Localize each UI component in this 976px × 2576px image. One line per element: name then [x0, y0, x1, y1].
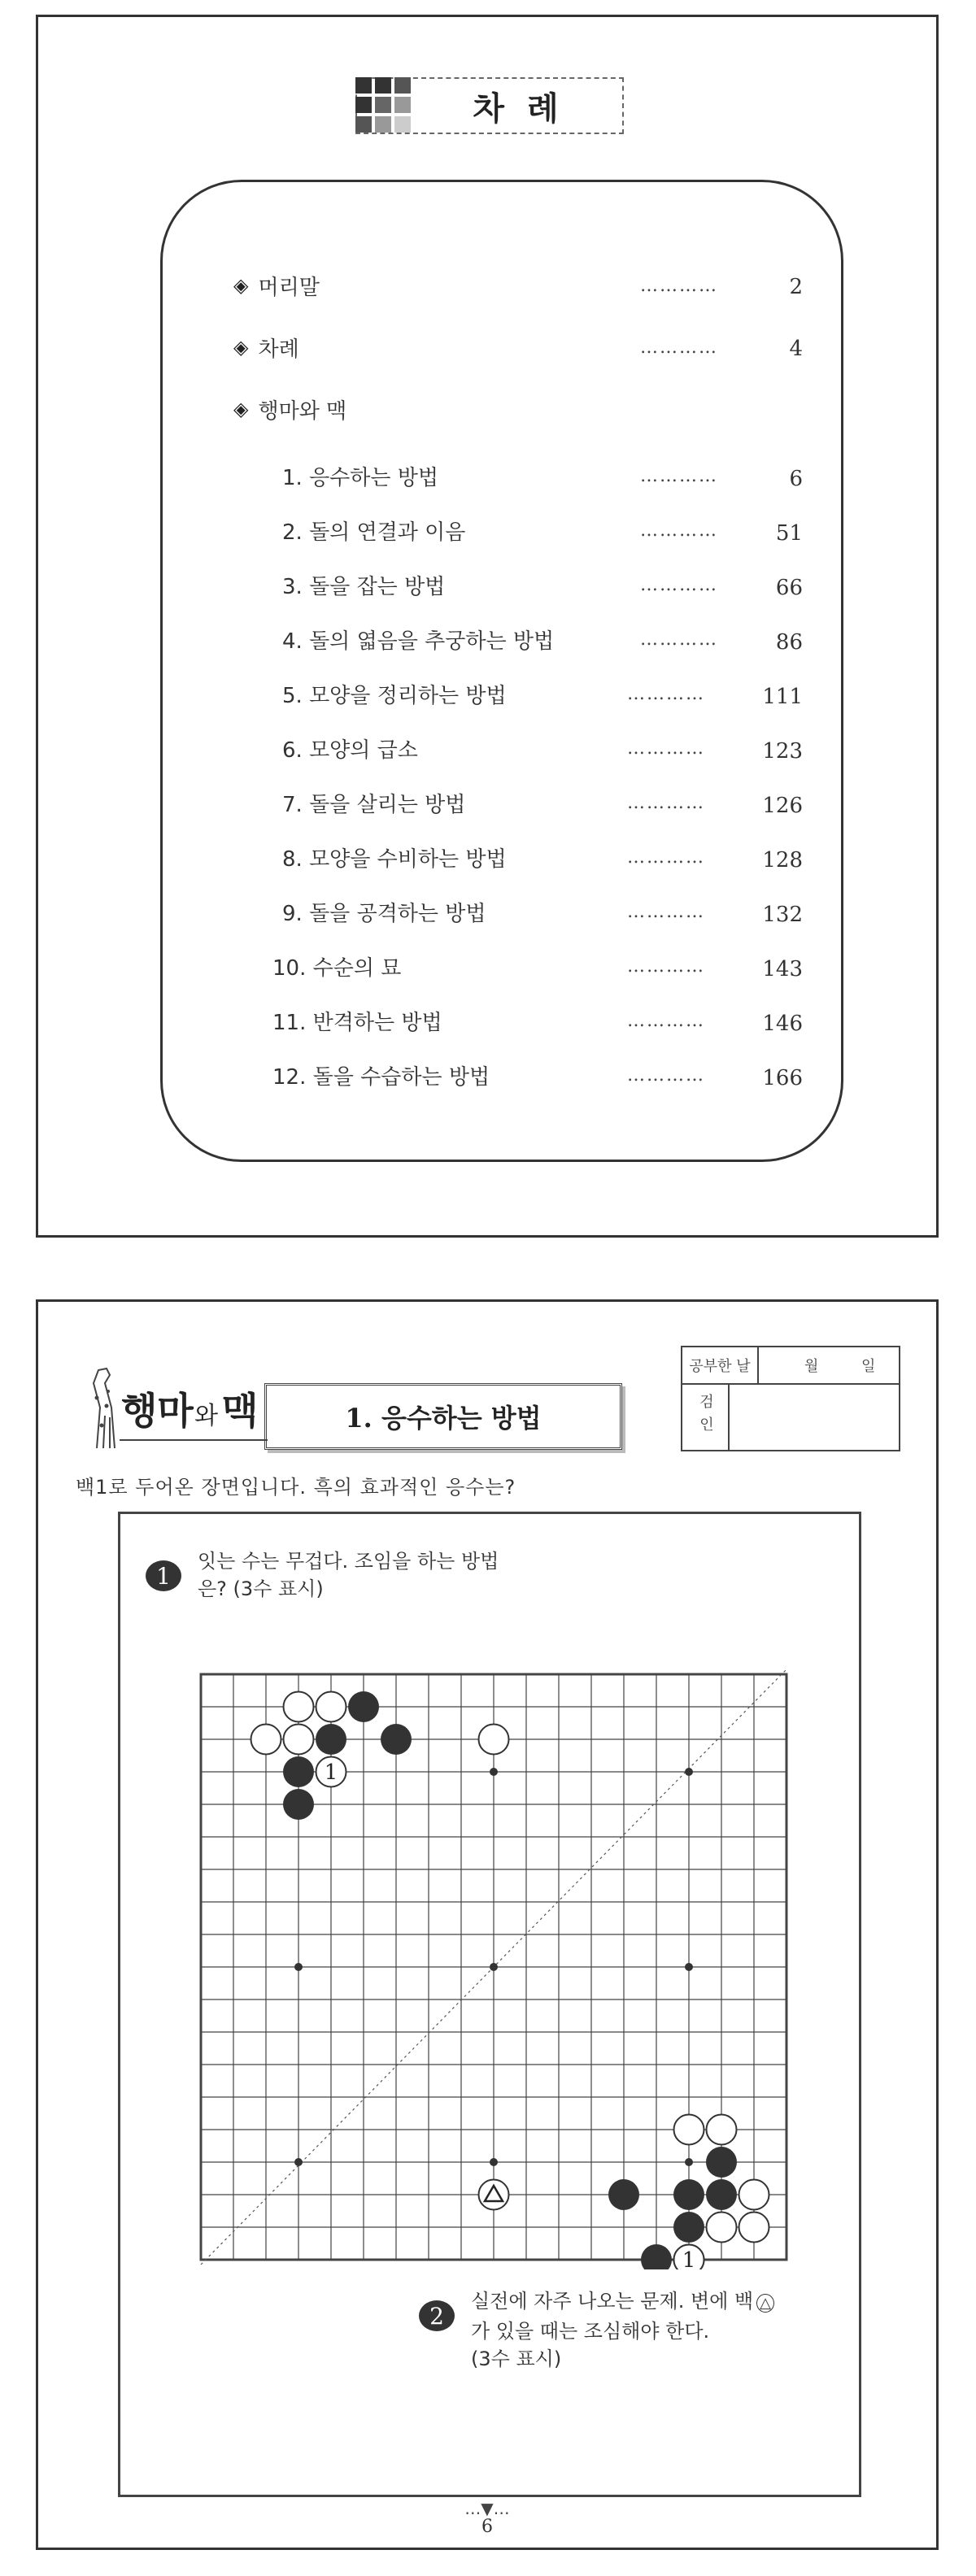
star-point [685, 1768, 693, 1776]
star-point [294, 2158, 303, 2166]
white-stone [739, 2180, 769, 2210]
study-date-label: 공부한 날 [682, 1347, 759, 1383]
toc-sub-item[interactable] [282, 677, 507, 710]
black-stone [673, 2212, 704, 2243]
toc-sub-item[interactable] [282, 568, 445, 601]
day-label: 일 [861, 1358, 876, 1375]
black-stone [283, 1789, 314, 1820]
inspection-label: 검인 [682, 1383, 730, 1450]
go-board[interactable] [191, 1664, 796, 2269]
problem-2-line-1-text: 실전에 자주 나오는 문제. 변에 백 [471, 2290, 754, 2313]
star-point [490, 1768, 498, 1776]
toc-sub-item-label: 7. 돌을 살리는 방법 [282, 792, 466, 817]
problem-1-badge: 1 [146, 1560, 181, 1591]
page-number: 6 [481, 2517, 493, 2537]
problem-2-line-1 [471, 2287, 774, 2317]
problem-2-description [471, 2287, 774, 2373]
toc-sub-item[interactable] [282, 623, 554, 655]
toc-item-label: 머리말 [258, 275, 320, 300]
stone-number-label: 1 [682, 2248, 696, 2269]
star-point [294, 1963, 303, 1971]
study-date-row [682, 1347, 899, 1385]
problem-1-line-2: 은? (3수 표시) [198, 1577, 324, 1600]
toc-leader-dots: ………… [640, 629, 718, 650]
black-stone [316, 1724, 346, 1755]
toc-page-number: 123 [762, 739, 803, 764]
toc-leader-dots: ………… [627, 738, 705, 759]
black-stone [706, 2147, 737, 2178]
diamond-bullet-icon: ◈ [233, 398, 249, 420]
white-stone [674, 2115, 704, 2145]
toc-page-number: 111 [762, 685, 803, 709]
black-stone [706, 2179, 737, 2210]
toc-sub-item[interactable] [282, 841, 507, 873]
white-stone [284, 1692, 314, 1722]
problem-2-line-3: (3수 표시) [471, 2348, 562, 2370]
toc-sub-item[interactable] [282, 732, 418, 764]
toc-item-contents[interactable] [233, 331, 299, 363]
diamond-bullet-icon: ◈ [233, 336, 249, 359]
logo-text-wa: 와 [194, 1402, 218, 1430]
toc-sub-item[interactable] [282, 459, 438, 492]
star-point [685, 2158, 693, 2166]
toc-sub-item-label: 6. 모양의 급소 [282, 738, 418, 763]
toc-title-box [355, 77, 624, 134]
toc-sub-item[interactable] [272, 1059, 490, 1091]
white-stone [739, 2213, 769, 2243]
chapter-logo [79, 1359, 274, 1456]
black-stone [381, 1724, 412, 1755]
toc-leader-dots: ………… [627, 792, 705, 813]
toc-leader-dots: ………… [640, 275, 718, 296]
toc-item-label: 차례 [258, 337, 299, 362]
toc-item-label: 행마와 맥 [258, 398, 347, 424]
page-footer-mark: …▼… [464, 2499, 510, 2518]
question-text: 백1로 두어온 장면입니다. 흑의 효과적인 응수는? [76, 1476, 516, 1499]
toc-leader-dots: ………… [627, 846, 705, 868]
toc-leader-dots: ………… [640, 520, 718, 541]
white-stone [251, 1725, 281, 1755]
toc-sub-item[interactable] [272, 1004, 442, 1037]
toc-page-number: 128 [762, 848, 803, 872]
toc-page-number: 126 [762, 794, 803, 818]
toc-leader-dots: ………… [640, 574, 718, 595]
lesson-title: 1. 응수하는 방법 [264, 1383, 622, 1450]
toc-sub-item-label: 5. 모양을 정리하는 방법 [282, 683, 507, 708]
block-pattern-icon [354, 76, 414, 136]
toc-sub-item-label: 4. 돌의 엷음을 추궁하는 방법 [282, 629, 555, 654]
toc-leader-dots: ………… [640, 465, 718, 486]
black-stone [348, 1691, 379, 1722]
triangle-marker-icon: △ [756, 2294, 774, 2313]
toc-sub-item-label: 10. 수순의 묘 [272, 955, 402, 981]
toc-sub-item-label: 2. 돌의 연결과 이음 [282, 520, 466, 545]
toc-page [36, 15, 939, 1238]
problem-2-badge: 2 [419, 2300, 455, 2331]
stone-number-label: 1 [324, 1760, 338, 1785]
toc-page-number: 146 [762, 1012, 803, 1036]
toc-page-number: 143 [762, 957, 803, 981]
toc-page-number: 132 [762, 903, 803, 927]
white-stone [284, 1725, 314, 1755]
toc-sub-item[interactable] [282, 514, 465, 546]
black-stone [283, 1756, 314, 1787]
toc-page-number: 166 [762, 1066, 803, 1090]
white-stone [479, 1725, 509, 1755]
toc-leader-dots: ………… [627, 1010, 705, 1031]
white-stone [707, 2213, 737, 2243]
toc-sub-item-label: 9. 돌을 공격하는 방법 [282, 901, 486, 926]
toc-sub-item[interactable] [272, 950, 401, 982]
toc-sub-item-label: 8. 모양을 수비하는 방법 [282, 846, 507, 872]
problem-1-line-1: 잇는 수는 무겁다. 조임을 하는 방법 [198, 1550, 499, 1573]
toc-sub-item-label: 11. 반격하는 방법 [272, 1010, 442, 1035]
white-stone [316, 1692, 346, 1722]
toc-sub-item-label: 12. 돌을 수습하는 방법 [272, 1064, 490, 1090]
toc-item-preface[interactable] [233, 269, 320, 302]
toc-item-section[interactable] [233, 393, 346, 425]
toc-title: 차례 [473, 89, 582, 128]
toc-leader-dots: ………… [627, 955, 705, 977]
toc-page-number: 4 [789, 337, 803, 361]
toc-page-number: 6 [789, 467, 803, 491]
problem-2-line-2: 가 있을 때는 조심해야 한다. [471, 2320, 710, 2343]
logo-text-haengma: 행마 [121, 1389, 194, 1433]
toc-leader-dots: ………… [627, 683, 705, 704]
month-label: 월 [804, 1358, 819, 1375]
black-stone [673, 2179, 704, 2210]
toc-page-number: 86 [775, 630, 803, 655]
black-stone [641, 2244, 672, 2269]
toc-sub-item[interactable] [282, 895, 486, 928]
toc-page-number: 2 [789, 275, 803, 299]
logo-text-maek: 맥 [222, 1389, 259, 1433]
toc-page-number: 66 [775, 576, 803, 600]
problem-1-description [198, 1547, 499, 1603]
toc-sub-item-label: 1. 응수하는 방법 [282, 465, 439, 490]
toc-sub-item[interactable] [282, 786, 465, 819]
diamond-bullet-icon: ◈ [233, 274, 249, 297]
white-stone [707, 2115, 737, 2145]
star-point [490, 2158, 498, 2166]
toc-page-number: 51 [775, 521, 803, 546]
star-point [490, 1963, 498, 1971]
star-point [685, 1963, 693, 1971]
toc-leader-dots: ………… [640, 337, 718, 358]
lesson-page [36, 1299, 939, 2550]
toc-leader-dots: ………… [627, 901, 705, 922]
toc-sub-item-label: 3. 돌을 잡는 방법 [282, 574, 446, 599]
toc-leader-dots: ………… [627, 1064, 705, 1086]
black-stone [608, 2179, 639, 2210]
study-date-table [681, 1346, 900, 1451]
